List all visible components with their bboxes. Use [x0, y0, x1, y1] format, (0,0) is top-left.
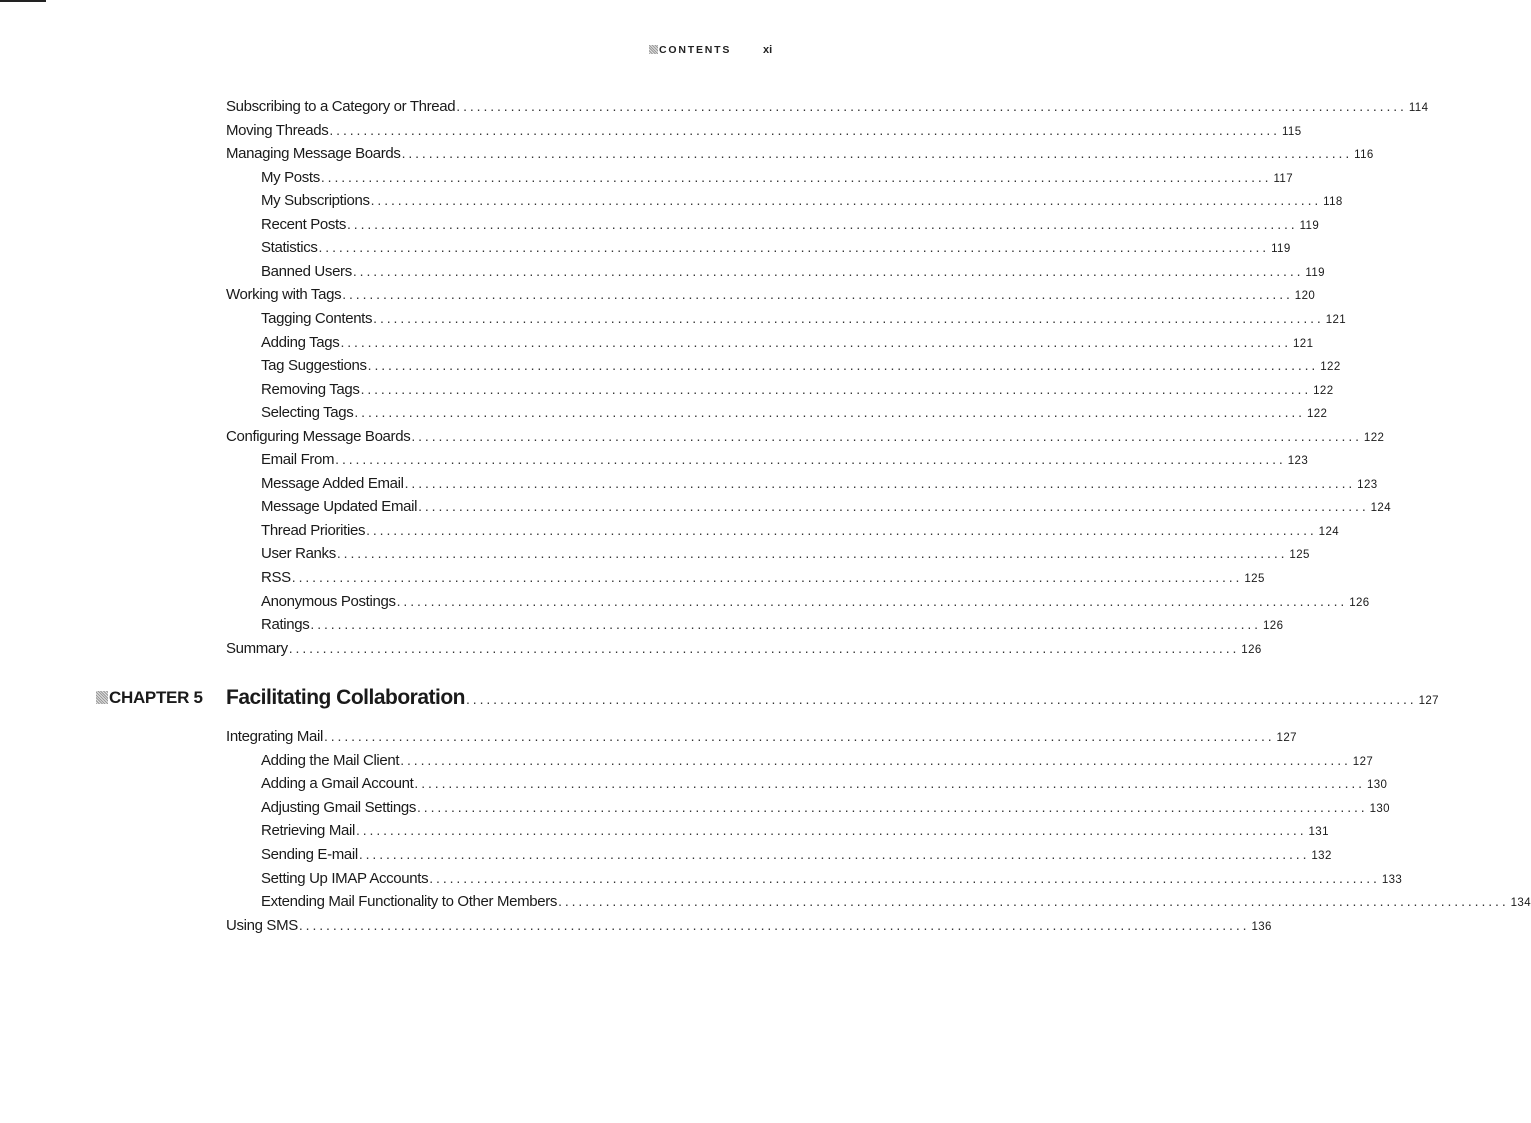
dot-leader: ............................................................................................................................................	[288, 639, 1240, 656]
toc-entry[interactable]	[261, 262, 1325, 285]
toc-entry-title: Summary	[226, 639, 288, 657]
toc-entry-page-number: 136	[1251, 920, 1272, 933]
toc-entry-title: Tagging Contents	[261, 309, 373, 327]
toc-entry-page-number: 133	[1381, 873, 1403, 886]
running-head-section-label: CONTENTS	[659, 44, 732, 56]
dot-leader: ............................................................................................................................................	[366, 521, 1317, 538]
dot-leader: ............................................................................................................................................	[401, 145, 1353, 162]
toc-entry-title: Message Updated Email	[261, 498, 418, 516]
toc-entry-title: Setting Up IMAP Accounts	[261, 869, 429, 887]
toc-entry-title: Anonymous Postings	[261, 592, 396, 610]
dot-leader: ............................................................................................................................................	[298, 916, 1250, 933]
toc-entry[interactable]	[261, 869, 1403, 892]
toc-entry[interactable]	[261, 846, 1332, 868]
toc-entry[interactable]	[261, 545, 1310, 567]
chapter-label	[96, 688, 203, 708]
toc-entry-page-number: 126	[1241, 643, 1262, 656]
chapter-title: Facilitating Collaboration	[226, 686, 466, 709]
toc-entry[interactable]	[261, 215, 1320, 238]
toc-entry[interactable]	[261, 822, 1329, 844]
toc-entry[interactable]	[261, 474, 1378, 497]
toc-entry-page-number: 116	[1354, 149, 1374, 162]
toc-entry-page-number: 130	[1369, 802, 1390, 815]
dot-leader: ............................................................................................................................................	[310, 616, 1261, 633]
dot-leader: ............................................................................................................................................	[400, 751, 1351, 768]
toc-entry-page-number: 124	[1370, 502, 1392, 515]
running-head	[0, 44, 816, 58]
toc-entry-title: Subscribing to a Category or Thread	[226, 98, 456, 115]
toc-entry-title: Retrieving Mail	[261, 822, 355, 840]
toc-entry-page-number: 122	[1313, 384, 1334, 397]
toc-entry-title: My Subscriptions	[261, 192, 370, 210]
corner-rule	[0, 0, 46, 2]
toc-entry[interactable]	[226, 145, 1374, 167]
toc-entry-page-number: 118	[1323, 196, 1343, 209]
toc-entry-title: Extending Mail Functionality to Other Members	[261, 893, 558, 911]
toc-entry-title: Statistics	[261, 239, 318, 257]
toc-entry-page-number: 130	[1366, 779, 1388, 792]
toc-entry[interactable]	[261, 569, 1265, 591]
dot-leader: ............................................................................................................................................	[320, 168, 1272, 185]
toc-entry-page-number: 122	[1363, 431, 1385, 444]
toc-entry[interactable]	[261, 798, 1390, 821]
toc-entry-title: Message Added Email	[261, 474, 404, 492]
toc-entry-page-number: 126	[1262, 620, 1284, 633]
toc-entry-page-number: 119	[1299, 219, 1320, 232]
dot-leader: ............................................................................................................................................	[355, 822, 1307, 839]
dot-leader: ............................................................................................................................................	[367, 357, 1319, 374]
dot-leader: ............................................................................................................................................	[396, 592, 1348, 609]
toc-entry[interactable]	[226, 286, 1316, 308]
toc-entry-title: Integrating Mail	[226, 728, 323, 745]
toc-entry-title: Thread Priorities	[261, 521, 366, 539]
dot-leader: ............................................................................................................................................	[336, 545, 1288, 562]
toc-entry-title: Adding Tags	[261, 333, 340, 351]
toc-entry[interactable]	[226, 639, 1262, 662]
toc-entry[interactable]	[226, 121, 1302, 144]
toc-entry-page-number: 131	[1308, 826, 1329, 839]
toc-entry-page-number: 134	[1510, 897, 1531, 910]
toc-entry-title: Banned Users	[261, 262, 352, 280]
dot-leader: ............................................................................................................................................	[340, 333, 1292, 350]
toc-entry-page-number: 119	[1271, 243, 1291, 256]
toc-entry[interactable]	[261, 404, 1328, 426]
dot-leader: ............................................................................................................................................	[456, 98, 1407, 114]
toc-entry-title: My Posts	[261, 168, 320, 186]
dot-leader: ............................................................................................................................................	[347, 215, 1298, 232]
dot-leader: ............................................................................................................................................	[411, 427, 1362, 444]
dot-leader: ............................................................................................................................................	[318, 239, 1270, 256]
dot-leader: ............................................................................................................................................	[414, 775, 1365, 792]
toc-entry-page-number: 120	[1294, 290, 1316, 303]
toc-entry[interactable]	[261, 616, 1284, 638]
toc-entry-page-number: 121	[1293, 337, 1314, 350]
toc-entry[interactable]	[261, 333, 1314, 356]
dot-leader: ............................................................................................................................................	[291, 569, 1243, 585]
dot-leader: ............................................................................................................................................	[418, 498, 1369, 515]
toc-entry[interactable]	[261, 893, 1531, 915]
dot-leader: ............................................................................................................................................	[342, 286, 1293, 303]
toc-entry[interactable]	[261, 309, 1347, 332]
toc-entry-page-number: 125	[1244, 573, 1265, 585]
toc-entry-page-number: 119	[1305, 266, 1325, 279]
toc-entry-title: Adding the Mail Client	[261, 751, 400, 769]
dot-leader: ............................................................................................................................................	[417, 798, 1368, 815]
dot-leader: ............................................................................................................................................	[329, 121, 1280, 138]
dot-leader: ............................................................................................................................................	[558, 893, 1509, 910]
toc-entry[interactable]	[261, 451, 1309, 473]
dot-leader: ............................................................................................................................................	[358, 846, 1310, 862]
toc-entry[interactable]	[261, 751, 1374, 774]
toc-entry-title: Managing Message Boards	[226, 145, 401, 163]
toc-entry[interactable]	[261, 521, 1340, 544]
toc-entry-title: Tag Suggestions	[261, 357, 367, 375]
dot-leader: ............................................................................................................................................	[323, 728, 1275, 744]
toc-entry-title: Adding a Gmail Account	[261, 775, 414, 793]
toc-entry-title: RSS	[261, 569, 291, 586]
toc-entry-title: User Ranks	[261, 545, 336, 563]
toc-entry-title: Recent Posts	[261, 215, 347, 233]
gray-square-icon	[649, 45, 658, 54]
toc-entry-title: Using SMS	[226, 916, 298, 934]
dot-leader: ............................................................................................................................................	[335, 451, 1286, 468]
toc-entry-page-number: 115	[1281, 125, 1302, 138]
toc-entry[interactable]	[226, 728, 1297, 750]
toc-entry-page-number: 127	[1276, 732, 1297, 744]
toc-entry[interactable]	[226, 916, 1272, 939]
toc-entry-page-number: 123	[1357, 478, 1378, 491]
toc-entry-page-number: 132	[1311, 850, 1332, 862]
toc-entry-page-number: 125	[1289, 549, 1310, 562]
toc-entry-title: Working with Tags	[226, 286, 342, 304]
toc-entry[interactable]	[261, 357, 1341, 379]
toc-entry[interactable]	[226, 427, 1385, 450]
toc-entry[interactable]	[261, 592, 1370, 615]
dot-leader: ............................................................................................................................................	[373, 309, 1324, 326]
dot-leader: ............................................................................................................................................	[466, 691, 1417, 707]
running-head-page-number: xi	[763, 44, 773, 56]
toc-entry-page-number: 123	[1287, 455, 1309, 468]
toc-entry-title: Sending E-mail	[261, 846, 358, 863]
toc-entry-page-number: 122	[1320, 361, 1341, 374]
dot-leader: ............................................................................................................................................	[360, 380, 1312, 397]
toc-entry-page-number: 126	[1349, 596, 1370, 609]
running-head-section	[649, 44, 731, 56]
dot-leader: ............................................................................................................................................	[370, 192, 1322, 209]
toc-entry[interactable]	[261, 239, 1291, 261]
toc-entry-page-number: 121	[1325, 313, 1347, 326]
dot-leader: ............................................................................................................................................	[354, 404, 1305, 421]
toc-entry[interactable]	[261, 380, 1334, 403]
toc-entry-title: Configuring Message Boards	[226, 427, 411, 445]
gray-square-icon	[96, 691, 108, 704]
toc-entry-title: Removing Tags	[261, 380, 360, 398]
toc-entry-title: Moving Threads	[226, 121, 329, 139]
toc-entry[interactable]	[261, 775, 1388, 797]
dot-leader: ............................................................................................................................................	[404, 474, 1356, 491]
toc-entry[interactable]	[261, 498, 1392, 520]
toc-entry-page-number: 124	[1318, 525, 1340, 538]
toc-entry[interactable]	[261, 192, 1343, 214]
toc-entry-page-number: 117	[1273, 172, 1293, 185]
toc-entry-page-number: 122	[1306, 408, 1328, 421]
toc-entry-title: Adjusting Gmail Settings	[261, 798, 417, 816]
dot-leader: ............................................................................................................................................	[352, 262, 1304, 279]
toc-entry-page-number: 114	[1408, 102, 1429, 114]
chapter-page-number: 127	[1418, 695, 1439, 707]
toc-entry-title: Selecting Tags	[261, 404, 354, 422]
toc-entry-title: Email From	[261, 451, 335, 469]
toc-entry-page-number: 127	[1352, 755, 1374, 768]
toc-entry-title: Ratings	[261, 616, 310, 634]
chapter-title-entry[interactable]	[226, 686, 1439, 710]
dot-leader: ............................................................................................................................................	[429, 869, 1380, 886]
toc-entry[interactable]	[261, 168, 1293, 191]
toc-entry[interactable]	[226, 98, 1429, 120]
chapter-label-text: CHAPTER 5	[109, 688, 203, 707]
